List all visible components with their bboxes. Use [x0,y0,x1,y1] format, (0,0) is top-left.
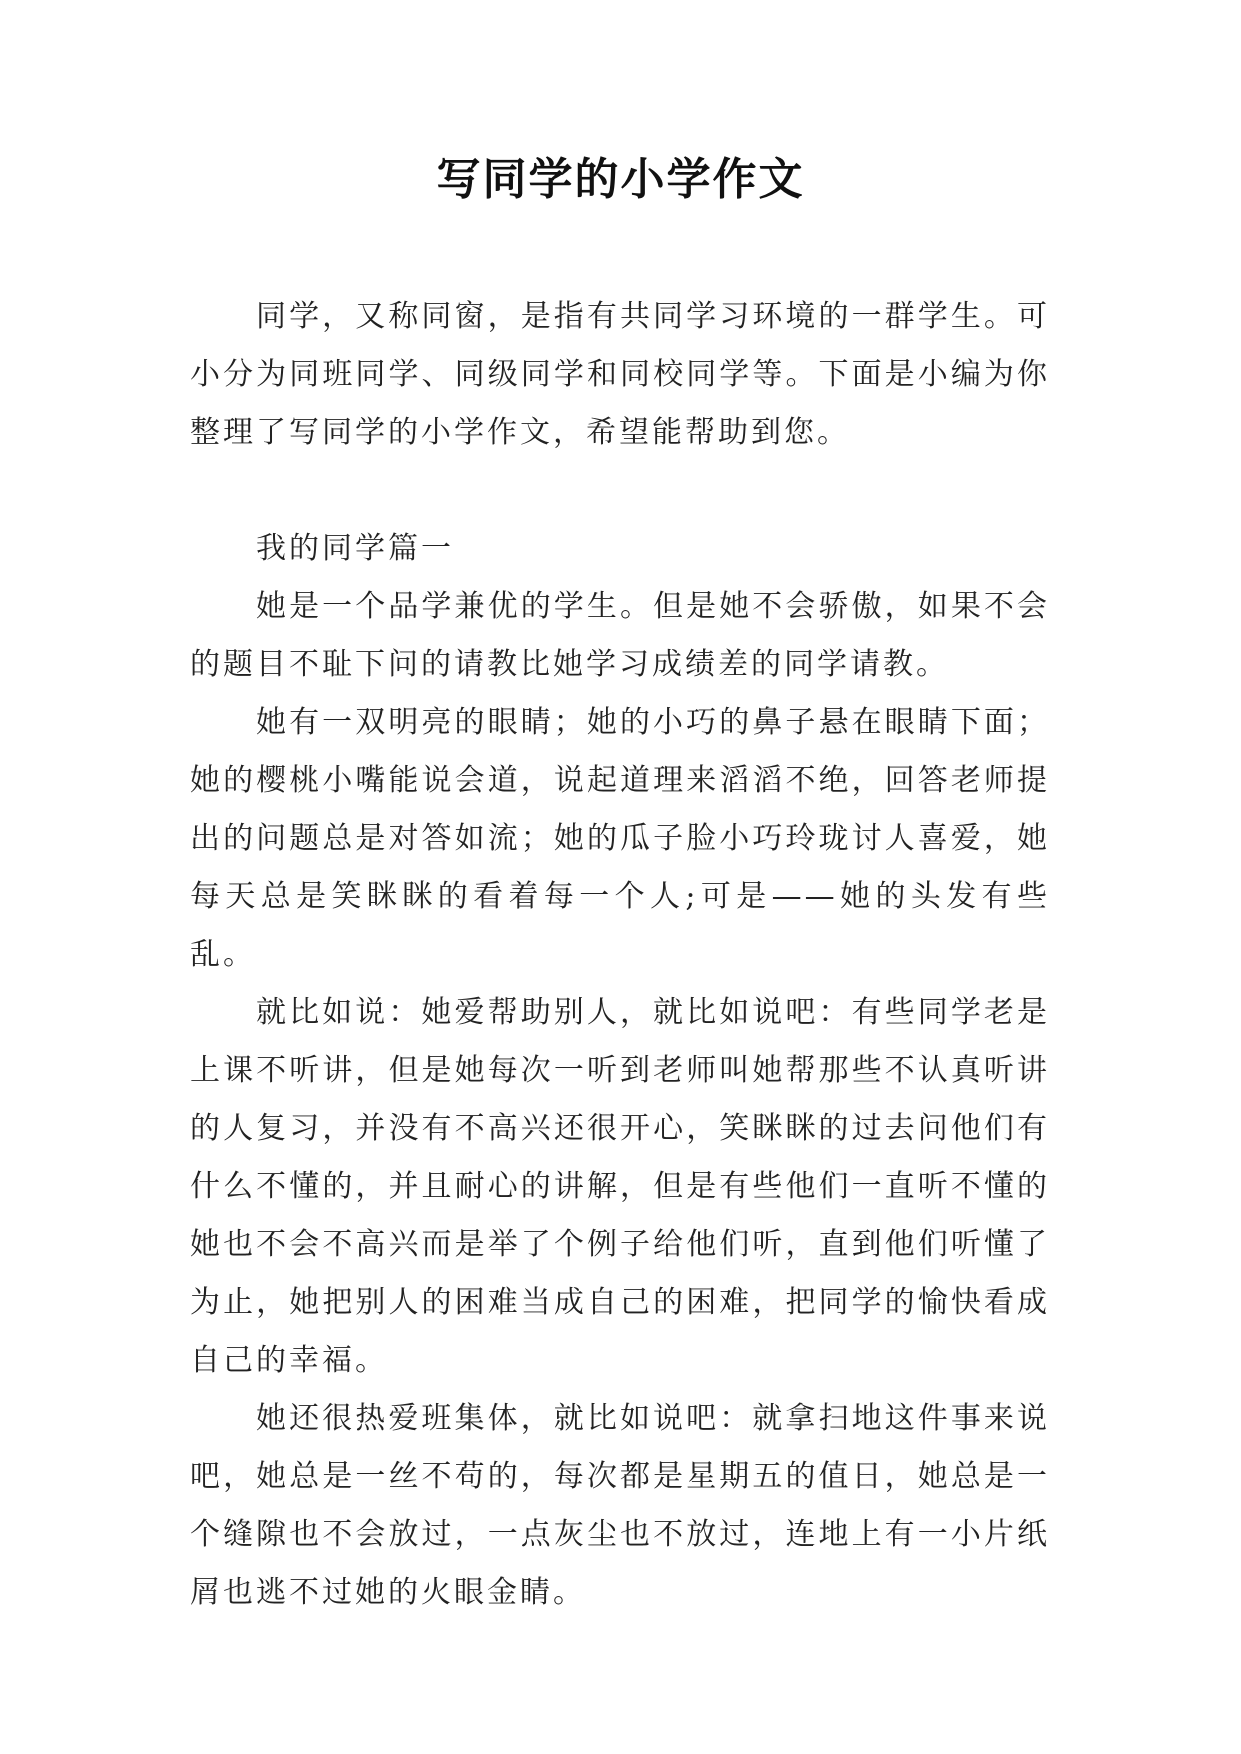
paragraph: 她是一个品学兼优的学生。但是她不会骄傲，如果不会的题目不耻下问的请教比她学习成绩差的同学请教。 [190,589,1050,682]
document-title: 写同学的小学作文 [436,154,805,205]
intro-block [190,288,1050,462]
paragraph: 她还很热爱班集体，就比如说吧：就拿扫地这件事来说吧，她总是一丝不苟的，每次都是星期五的值日，她总是一个缝隙也不会放过，一点灰尘也不放过，连地上有一小片纸屑也逃不过她的火眼金睛。 [190,1401,1050,1610]
section-heading: 我的同学篇一 [256,531,454,566]
paragraph: 就比如说：她爱帮助别人，就比如说吧：有些同学老是上课不听讲，但是她每次一听到老师叫她帮那些不认真听讲的人复习，并没有不高兴还很开心，笑眯眯的过去问他们有什么不懂的，并且耐心的讲解，但是有些他们一直听不懂的她也不会不高兴而是举了个例子给他们听，直到他们听懂了为止，她把别人的困难当成自己的困难，把同学的愉快看成自己的幸福。 [190,995,1050,1378]
essay-section [190,520,1050,1622]
intro-paragraph: 同学，又称同窗，是指有共同学习环境的一群学生。可小分为同班同学、同级同学和同校同学等。下面是小编为你整理了写同学的小学作文，希望能帮助到您。 [190,299,1050,450]
paragraph: 她有一双明亮的眼睛；她的小巧的鼻子悬在眼睛下面；她的樱桃小嘴能说会道，说起道理来滔滔不绝，回答老师提出的问题总是对答如流；她的瓜子脸小巧玲珑讨人喜爱，她每天总是笑眯眯的看着每一个人;可是——她的头发有些乱。 [190,705,1050,972]
